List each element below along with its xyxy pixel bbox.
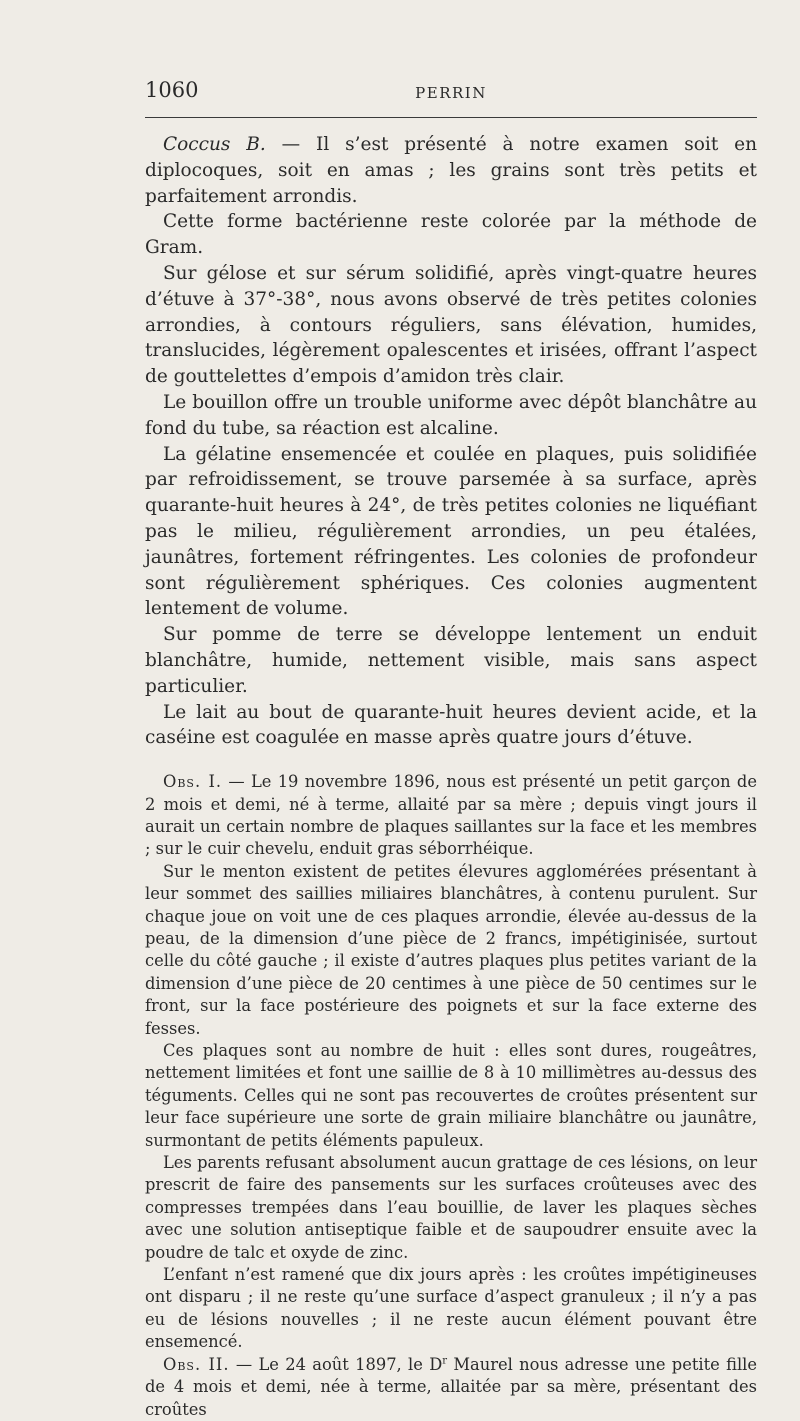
paragraph: Sur pomme de terre se développe lentement un enduit blanchâtre, humide, nettement visible, mais sans aspect particulier. [145, 624, 757, 697]
observation-label: Obs. I. [163, 772, 223, 792]
page-header [145, 78, 757, 108]
paragraph: Le bouillon offre un trouble uniforme avec dépôt blanchâtre au fond du tube, sa réaction est alcaline. [145, 391, 757, 439]
header-rule [145, 117, 757, 118]
running-head: PERRIN [415, 84, 487, 102]
paragraph-text: — Le 19 novembre 1896, nous est présenté un petit garçon de 2 mois et demi, né à terme, allaité par sa mère ; depuis vingt jours il aurait un certain nombre de plaques saillantes sur la face et les membres ; sur le cuir chevelu, enduit gras séborrhéique. [145, 772, 757, 859]
body-text [145, 132, 757, 1421]
paragraph-lead: Coccus B. [163, 134, 266, 155]
paragraph-text: — Le 24 août 1897, le D [229, 1354, 443, 1374]
paragraph: Les parents refusant absolument aucun grattage de ces lésions, on leur prescrit de faire des pansements sur les surfaces croûteuses avec des compresses trempées dans l’eau bouillie, de laver les plaques sèches avec une solution antiseptique faible et de saupoudrer ensuite avec la poudre de talc et oxyde de zinc. [145, 1153, 757, 1262]
paragraph-text: — Il s’est présenté à notre examen soit en diplocoques, soit en amas ; les grains sont très petits et parfaitement arrondis. [145, 134, 757, 207]
paragraph-text: Maurel nous adresse une petite fille de 4 mois et demi, née à terme, allaitée par sa mère, présentant des croûtes [145, 1354, 757, 1419]
page-number: 1060 [145, 78, 199, 102]
paragraph [145, 771, 757, 861]
section-gap [145, 751, 757, 771]
paragraph [145, 1354, 757, 1421]
paragraph: Cette forme bactérienne reste colorée par la méthode de Gram. [145, 211, 757, 259]
paragraph: Sur gélose et sur sérum solidifié, après vingt-quatre heures d’étuve à 37°-38°, nous avons observé de très petites colonies arrondies, à contours réguliers, sans élévation, humides, translucides, légèrement opalescentes et irisées, offrant l’aspect de gouttelettes d’empois d’amidon très clair. [145, 262, 757, 388]
paragraph: Ces plaques sont au nombre de huit : elles sont dures, rougeâtres, nettement limitées et font une saillie de 8 à 10 millimètres au-dessus des téguments. Celles qui ne sont pas recouvertes de croûtes présentent sur leur face supérieure une sorte de grain miliaire blanchâtre ou jaunâtre, surmontant de petits éléments papuleux. [145, 1041, 757, 1150]
paragraph: Sur le menton existent de petites élevures agglomérées présentant à leur sommet des saillies miliaires blanchâtres, à contenu purulent. Sur chaque joue on voit une de ces plaques arrondie, élevée au-dessus de la peau, de la dimension d’une pièce de 2 francs, impétiginisée, surtout celle du côté gauche ; il existe d’autres plaques plus petites variant de la dimension d’une pièce de 20 centimes à une pièce de 50 centimes sur le front, sur la face postérieure des poignets et sur la face externe des fesses. [145, 861, 757, 1038]
paragraph: L’enfant n’est ramené que dix jours après : les croûtes impétigineuses ont disparu ; il ne reste qu’une surface d’aspect granuleux ; il n’y a pas eu de lésions nouvelles ; il ne reste aucun élément pouvant être ensemencé. [145, 1265, 757, 1352]
paragraph [145, 132, 757, 209]
paragraph: La gélatine ensemencée et coulée en plaques, puis solidifiée par refroidissement, se trouve parsemée à sa surface, après quarante-huit heures à 24°, de très petites colonies ne liquéfiant pas le milieu, régulièrement arrondies, un peu étalées, jaunâtres, fortement réfringentes. Les colonies de profondeur sont régulièrement sphériques. Ces colonies augmentent lentement de volume. [145, 443, 757, 620]
superscript: r [442, 1355, 448, 1367]
observation-label: Obs. II. [163, 1354, 230, 1374]
paragraph: Le lait au bout de quarante-huit heures devient acide, et la caséine est coagulée en masse après quatre jours d’étuve. [145, 701, 757, 749]
